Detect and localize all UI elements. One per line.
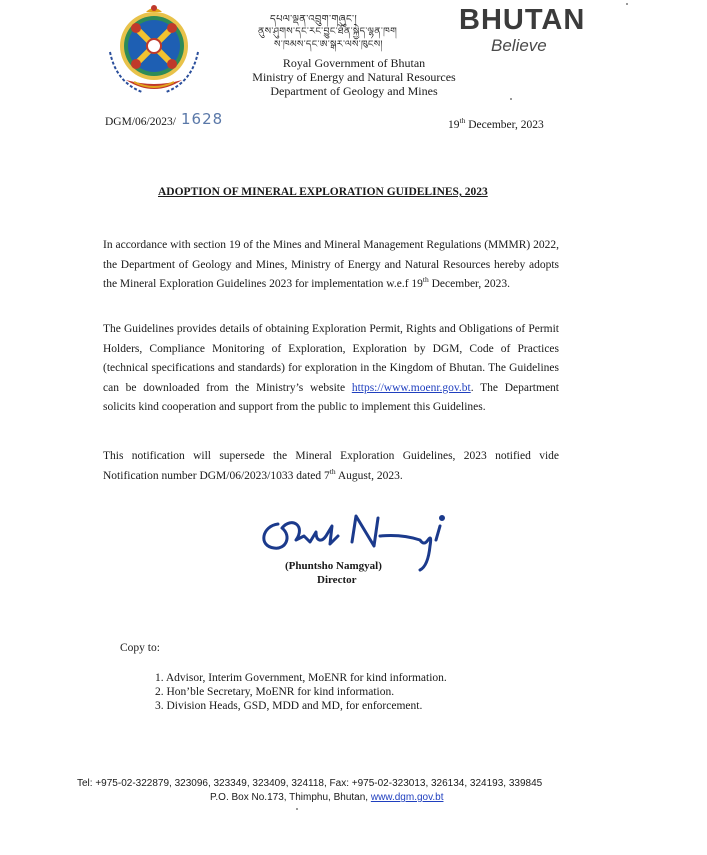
letterhead-dzongkha-line-3: ས་ཁམས་དང་ཨ་སྒར་ལས་ཁུངས། [274, 39, 383, 50]
signer-name: (Phuntsho Namgyal) [285, 560, 382, 572]
ministry-website-link[interactable]: https://www.moenr.gov.bt [351, 381, 471, 394]
scan-speck [510, 98, 512, 100]
body-paragraph-2: The Guidelines provides details of obtaining Exploration Permit, Rights and Obligations of Permit Holders, Compliance Monitoring of Exploration, Exploration by DGM, Code of Practices (technical specifications and standards) for exploration in the Kingdom of Bhutan. The Guidelines can be downloaded from the Ministry’s website https://www.moenr.gov.bt. The Department solicits kind cooperation and support from the public to implement this Guidelines. [103, 323, 559, 413]
letterhead-ministry: Ministry of Energy and Natural Resources [252, 70, 456, 84]
footer-address: P.O. Box No.173, Thimphu, Bhutan, www.dgm.gov.bt [210, 792, 444, 803]
footer-contact-numbers: Tel: +975-02-322879, 323096, 323349, 323409, 324118, Fax: +975-02-323013, 326134, 324193, 339845 [77, 778, 543, 789]
letterhead-department: Department of Geology and Mines [270, 84, 438, 98]
brand-logo-text: BHUTAN [459, 4, 586, 36]
copy-to-item: 2. Hon’ble Secretary, MoENR for kind information. [155, 686, 395, 698]
document-heading: ADOPTION OF MINERAL EXPLORATION GUIDELINES, 2023 [158, 186, 488, 198]
reference-handwritten-number: 1628 [181, 110, 224, 128]
body-paragraph-1: In accordance with section 19 of the Mines and Mineral Management Regulations (MMMR) 2022, the Department of Geology and Mines, Ministry of Energy and Natural Resources hereby adopts the Mineral Exploration Guidelines 2023 for implementation w.e.f 19th December, 2023. [103, 239, 559, 290]
brand-tagline: Believe [491, 36, 547, 55]
national-emblem-logo [96, 2, 212, 98]
copy-to-item: 1. Advisor, Interim Government, MoENR for kind information. [155, 672, 447, 684]
copy-to-item: 3. Division Heads, GSD, MDD and MD, for enforcement. [155, 700, 423, 712]
letter-date: 19th December, 2023 [448, 116, 544, 131]
signer-title: Director [317, 574, 357, 586]
department-website-link[interactable]: www.dgm.gov.bt [370, 792, 444, 803]
copy-to-label: Copy to: [120, 642, 160, 654]
body-paragraph-3: This notification will supersede the Mineral Exploration Guidelines, 2023 notified vide Notification number DGM/06/2023/1033 dated 7th August, 2023. [103, 450, 559, 482]
reference-number: DGM/06/2023/ [105, 116, 176, 128]
letterhead-dzongkha-line-1: དཔལ་ལྡན་འབྲུག་གཞུང་། [270, 14, 357, 25]
scan-speck [296, 808, 298, 810]
letterhead-dzongkha-line-2: ནུས་ཤུགས་དང་རང་བྱུང་ཐོན་སྐྱེད་ལྷན་ཁག [258, 26, 398, 37]
letterhead-government: Royal Government of Bhutan [282, 56, 426, 70]
scan-speck [626, 3, 628, 5]
